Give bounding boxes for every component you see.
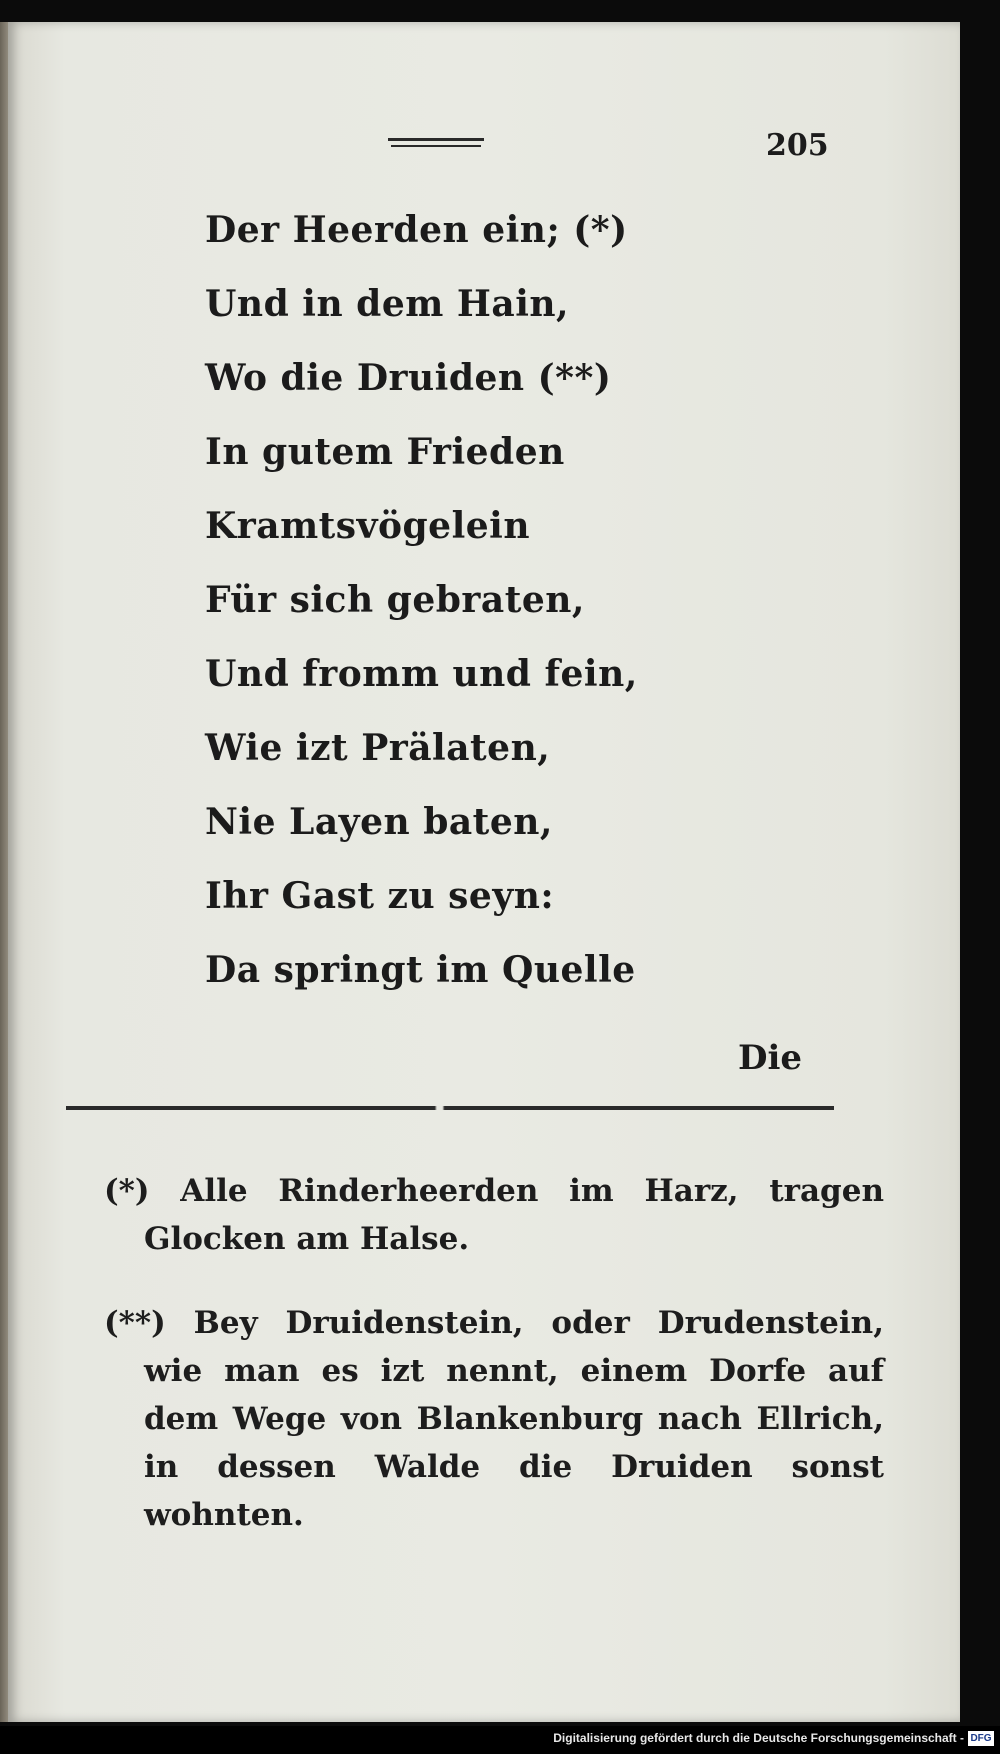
verse-line: Für sich gebraten, [205,579,585,621]
header-ornament-rule [388,136,484,150]
digitization-footer-bar [0,1726,1000,1754]
footnote-1: (*) Alle Rinderheerden im Harz, tragen Glocken am Halse. [104,1173,884,1257]
page-number: 205 [766,128,829,163]
verse-line: Und in dem Hain, [205,283,570,325]
verse-line: Wo die Druiden (**) [205,357,612,399]
catchword: Die [738,1038,803,1078]
verse-line: Und fromm und fein, [205,653,638,695]
header-rule-line-top [388,138,484,141]
footnote-2: (**) Bey Druidenstein, oder Drudenstein, wie man es izt nennt, einem Dorfe auf dem Wege von Blankenburg nach Ellrich, in dessen Walde die Druiden sonst wohnten. [104,1305,884,1533]
verse-line: Nie Layen baten, [205,801,553,843]
funding-credit-text: Digitalisierung gefördert durch die Deutsche Forschungsgemeinschaft - [553,1731,964,1745]
footnote-separator-rule [66,1106,834,1110]
verse-line: In gutem Frieden [205,431,565,473]
verse-line: Ihr Gast zu seyn: [205,875,555,917]
header-rule-line-bottom [391,145,481,147]
verse-line: Kramtsvögelein [205,505,531,547]
verse-line: Der Heerden ein; (*) [205,209,628,251]
poem-verse [205,205,638,1019]
dfg-logo: DFG [968,1731,994,1746]
verse-line: Da springt im Quelle [205,949,636,991]
verse-line: Wie izt Prälaten, [205,727,551,769]
